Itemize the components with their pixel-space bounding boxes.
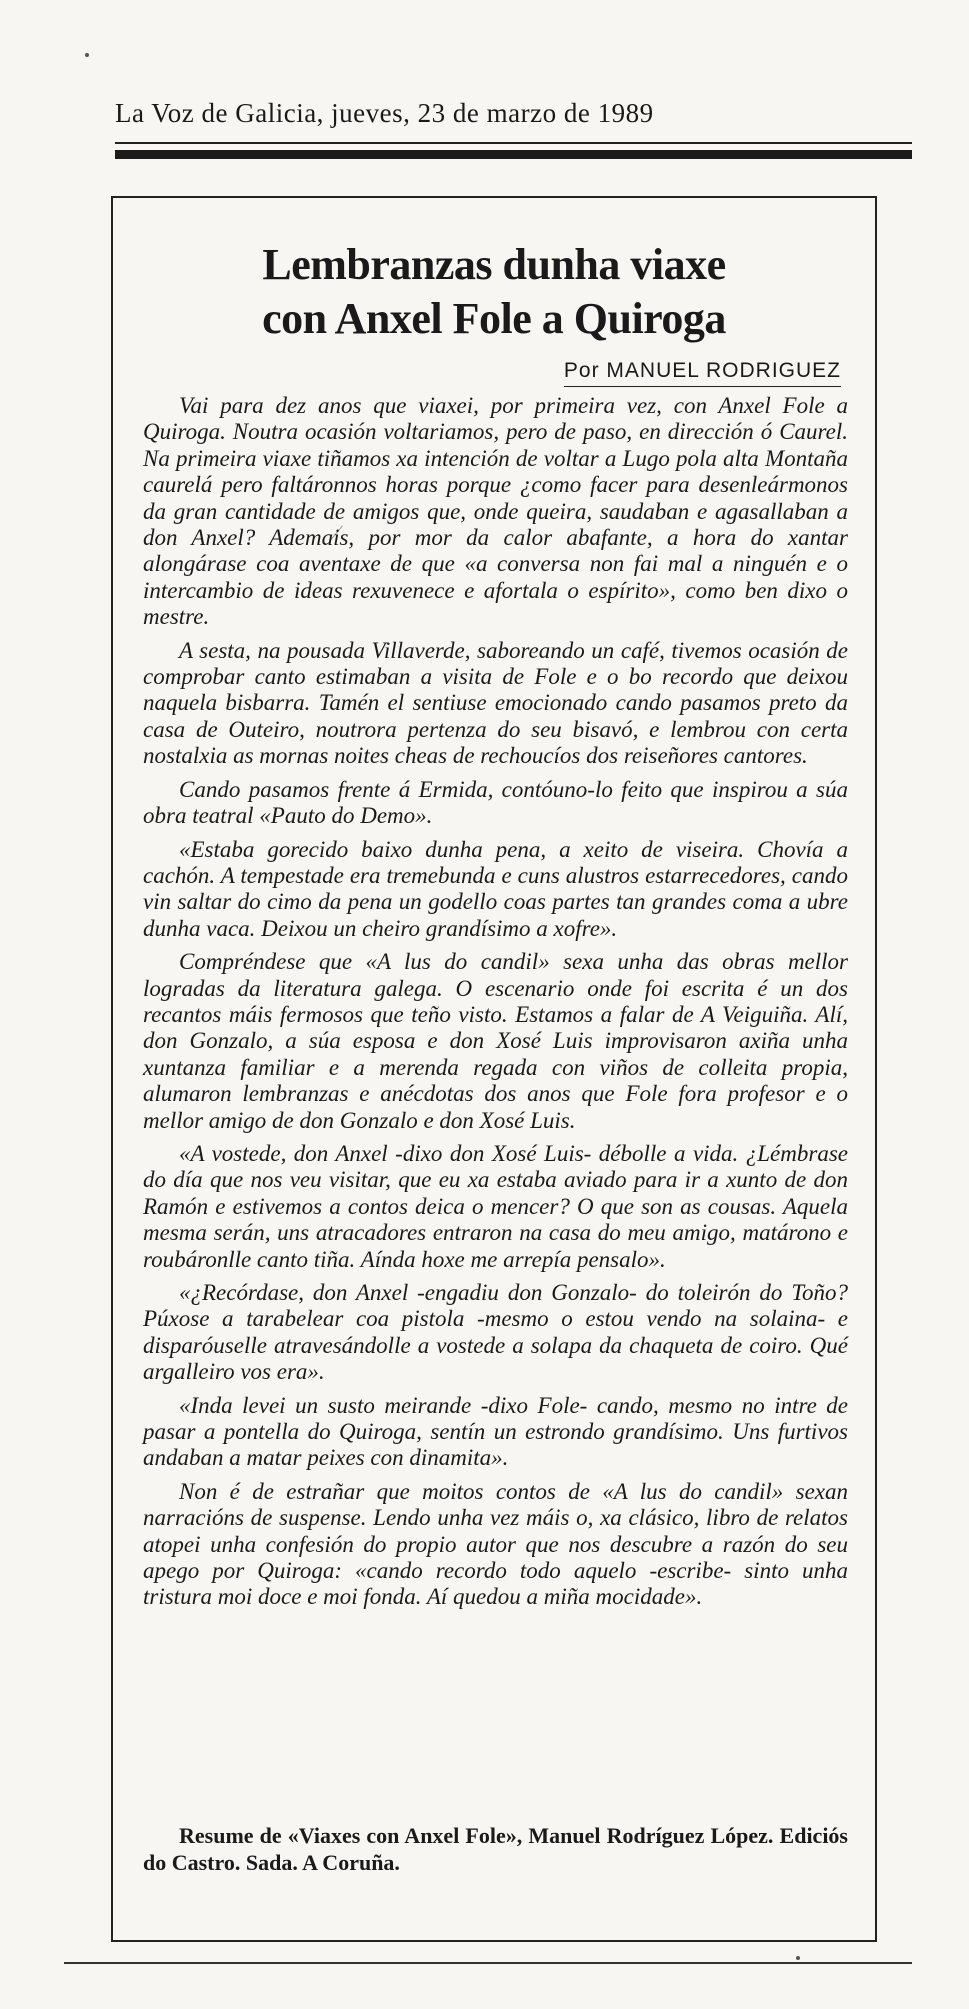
article-paragraph: «¿Recórdase, don Anxel -engadiu don Gonzalo- do toleirón do Toño? Púxose a tarabelear coa pistola -mesmo o estou vendo na solaina- e disparóuselle atravesándolle a vostede a solapa da chaqueta de coiro. Qué argalleiro vos era». <box>143 1280 848 1385</box>
footer-rule <box>64 1962 912 1964</box>
article-paragraph: Compréndese que «A lus do candil» sexa unha das obras mellor logradas da literatura galega. O escenario onde foi escrita é un dos recantos máis fermosos que teño visto. Estamos a falar de A Veiguiña. Alí, don Gonzalo, a súa esposa e don Xosé Luis improvisaron axiña unha xuntanza familiar e a merenda regada con viños de colleita propia, alumaron lembranzas e anécdotas dos anos que Fole fora profesor e o mellor amigo de don Gonzalo e don Xosé Luis. <box>143 949 848 1133</box>
article-box <box>111 196 877 1942</box>
article-paragraph: «Estaba gorecido baixo dunha pena, a xeito de viseira. Chovía a cachón. A tempestade era tremebunda e cuns alustros estarrecedores, cando vin saltar do cimo da pena un godello coas partes tan grandes coma a ubre dunha vaca. Deixou un cheiro grandísimo a xofre». <box>143 836 848 941</box>
article-body <box>143 393 848 1618</box>
article-paragraph: Non é de estrañar que moitos contos de «A lus do candil» sexan narracións de suspense. Lendo unha vez máis o, xa clásico, libro de relatos atopei unha confesión do propio autor que nos descubre a razón do seu apego por Quiroga: «cando recordo todo aquelo -escribe- sinto unha tristura moi doce e moi fonda. Aí quedou a miña mocidade». <box>143 1478 848 1610</box>
header-rule-thick <box>115 150 912 159</box>
ink-speck <box>796 1956 800 1960</box>
header-rule-thin <box>115 142 912 144</box>
article-paragraph: «A vostede, don Anxel -dixo don Xosé Luis- débolle a vida. ¿Lémbrase do día que nos veu visitar, que eu xa estaba aviado para ir a xunto de don Ramón e estivemos a contos deica o mencer? O que son as cousas. Aquela mesma serán, uns atracadores entraron na casa do meu amigo, matárono e roubáronlle canto tiña. Aínda hoxe me arrepía pensalo». <box>143 1140 848 1272</box>
article-paragraph: A sesta, na pousada Villaverde, saboreando un café, tivemos ocasión de comprobar canto estimaban a visita de Fole e o bo recordo que deixou naquela bisbarra. Tamén el sentiuse emocionado cando pasamos preto da casa de Outeiro, noutrora pertenza do seu bisavó, e lembrou con certa nostalxia as mornas noites cheas de rechoucíos dos reiseñores cantores. <box>143 637 848 769</box>
article-title: Lembranzas dunha viaxe con Anxel Fole a Quiroga <box>262 240 726 343</box>
article-paragraph: «Inda levei un susto meirande -dixo Fole- cando, mesmo no intre de pasar a pontella do Quiroga, sentín un estrondo grandísimo. Uns furtivos andaban a matar peixes con dinamita». <box>143 1392 848 1471</box>
article-paragraph: Vai para dez anos que viaxei, por primeira vez, con Anxel Fole a Quiroga. Noutra ocasión voltariamos, pero de paso, en dirección ó Caurel. Na primeira viaxe tiñamos xa intención de voltar a Lugo pola alta Montaña caurelá pero faltáronnos horas porque ¿como facer para desenleármonos da gran cantidade de amigos que, onde queira, saudaban e agasallaban a don Anxel? Ademais, por mor da calor abafante, a hora do xantar alongárase coa aventaxe de que «a conversa non fai mal a ninguén e o intercambio de ideas rexuvenece e afortala o espírito», como ben dixo o mestre. <box>143 393 848 630</box>
newspaper-masthead: La Voz de Galicia, jueves, 23 de marzo de 1989 <box>115 98 654 128</box>
article-paragraph: Cando pasamos frente á Ermida, contóuno-lo feito que inspirou a súa obra teatral «Pauto do Demo». <box>143 776 848 829</box>
ink-speck <box>85 53 89 57</box>
book-credit: Resume de «Viaxes con Anxel Fole», Manuel Rodríguez López. Ediciós do Castro. Sada. A Coruña. <box>143 1823 848 1875</box>
article-byline: Por MANUEL RODRIGUEZ <box>564 359 841 387</box>
